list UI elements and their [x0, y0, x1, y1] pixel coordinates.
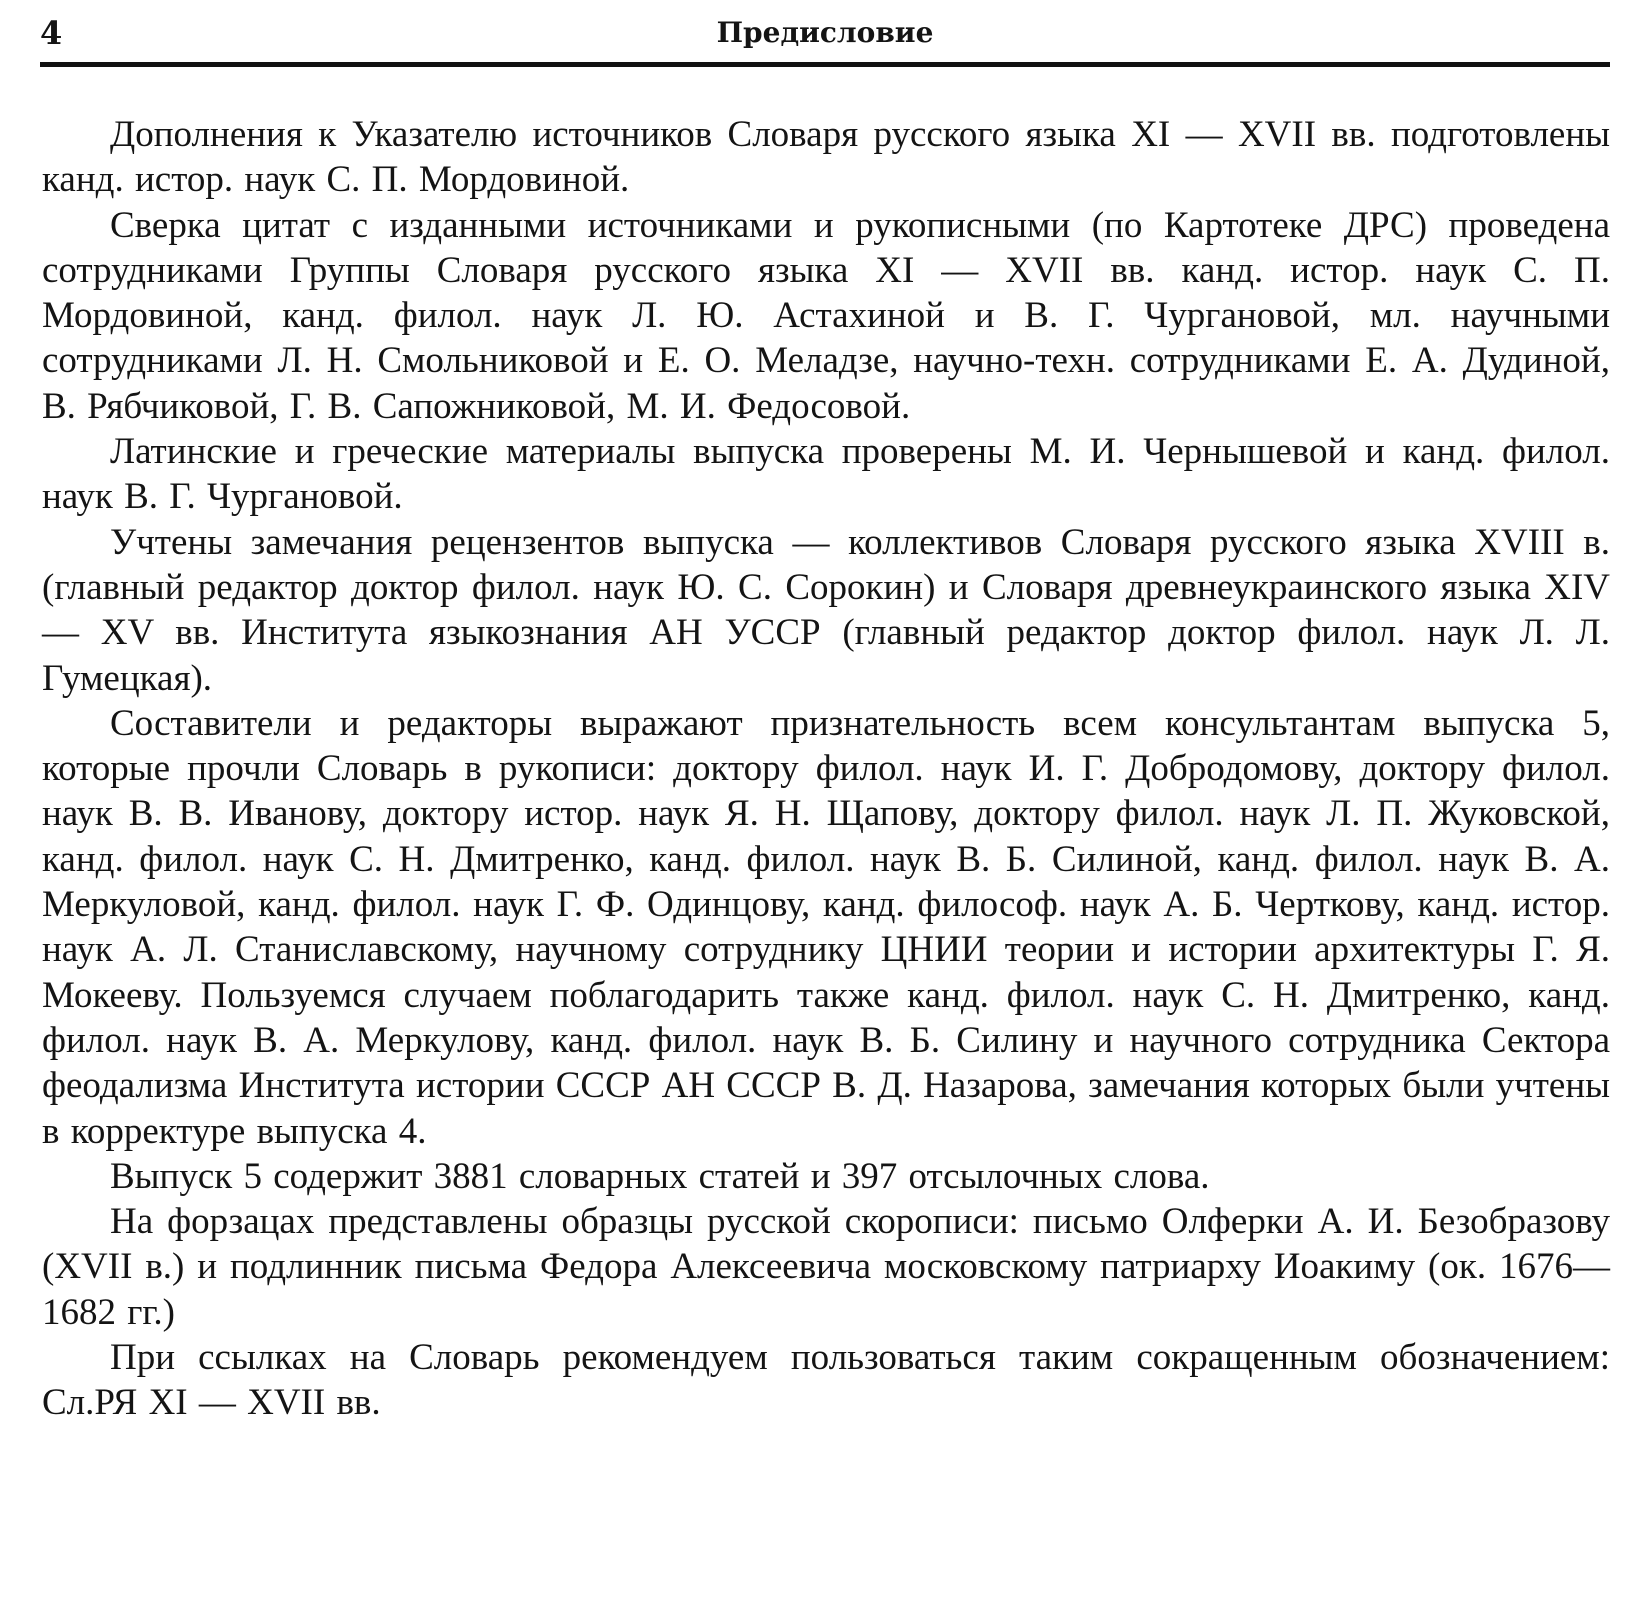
paragraph-latin-greek: Латинские и греческие материалы выпуска проверены М. И. Чернышевой и канд. филол. наук В. Г. Чургановой.: [42, 431, 1610, 518]
header-rule: [40, 62, 1610, 67]
running-head: [40, 14, 1610, 54]
paragraph-issue-contents: Выпуск 5 содержит 3881 словарных статей и 397 отсылочных слова.: [110, 1155, 1210, 1197]
page-number: 4: [40, 14, 63, 52]
body-text: [42, 112, 1610, 1426]
paragraph-citation-check: Сверка цитат с изданными источниками и рукописными (по Картотеке ДРС) проведена сотрудниками Группы Словаря русского языка XI — XVII вв. канд. истор. наук С. П. Мордовиной, канд. филол. наук Л. Ю. Астахиной и В. Г. Чургановой, мл. научными сотрудниками Л. Н. Смольниковой и Е. О. Меладзе, научно-техн. сотрудниками Е. А. Дудиной, В. Рябчиковой, Г. В. Сапожниковой, М. И. Федосовой.: [42, 204, 1610, 427]
paragraph-acknowledgements: Составители и редакторы выражают признательность всем консультантам выпуска 5, которые прочли Словарь в рукописи: доктору филол. наук И. Г. Добродомову, доктору филол. наук В. В. Иванову, доктору истор. наук Я. Н. Щапову, доктору филол. наук Л. П. Жуковской, канд. филол. наук С. Н. Дмитренко, канд. филол. наук В. Б. Силиной, канд. филол. наук В. А. Меркуловой, канд. филол. наук Г. Ф. Одинцову, канд. философ. наук А. Б. Черткову, канд. истор. наук А. Л. Станиславскому, научному сотруднику ЦНИИ теории и истории архитектуры Г. Я. Мокееву. Пользуемся случаем поблагодарить также канд. филол. наук С. Н. Дмитренко, канд. филол. наук В. А. Меркулову, канд. филол. наук В. Б. Силину и научного сотрудника Сектора феодализма Института истории СССР АН СССР В. Д. Назарова, замечания которых были учтены в корректуре выпуска 4.: [42, 702, 1610, 1152]
paragraph-endpapers: На форзацах представлены образцы русской скорописи: письмо Олферки А. И. Безобразову (XVII в.) и подлинник письма Федора Алексеевича московскому патриарху Иоакиму (ок. 1676—1682 гг.): [42, 1201, 1610, 1333]
paragraph-citation-format: При ссылках на Словарь рекомендуем пользоваться таким сокращенным обозначением: Сл.РЯ XI — XVII вв.: [42, 1337, 1610, 1424]
paragraph-reviewers: Учтены замечания рецензентов выпуска — коллективов Словаря русского языка XVIII в. (главный редактор доктор филол. наук Ю. С. Сорокин) и Словаря древнеукраинского языка XIV — XV вв. Института языкознания АН УССР (главный редактор доктор филол. наук Л. Л. Гумецкая).: [42, 521, 1610, 699]
paragraph-supplements: Дополнения к Указателю источников Словаря русского языка XI — XVII вв. подготовлены канд. истор. наук С. П. Мордовиной.: [42, 114, 1610, 201]
running-title: Предисловие: [716, 16, 934, 49]
